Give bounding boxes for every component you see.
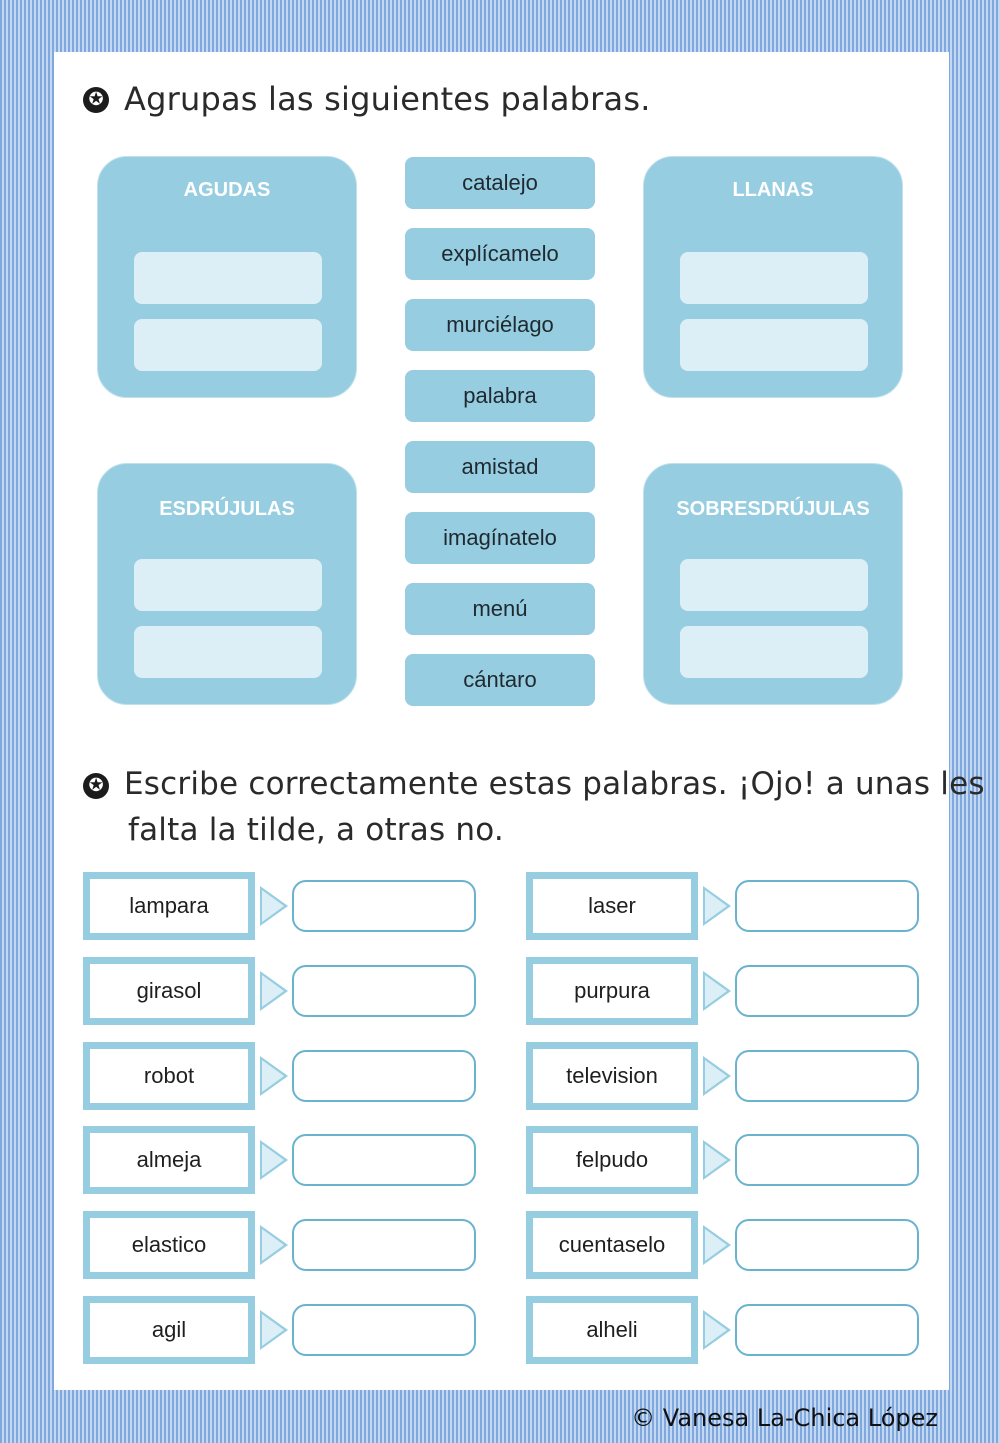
section2-instruction-line1: Escribe correctamente estas palabras. ¡Ojo! a unas les [124, 766, 985, 802]
answer-input[interactable] [292, 1304, 476, 1356]
misspelled-word: robot [83, 1042, 255, 1110]
copyright-credit: © Vanesa La-Chica López [631, 1404, 938, 1432]
drop-slot[interactable] [134, 252, 322, 304]
misspelled-word: elastico [83, 1211, 255, 1279]
triangle-arrow-icon [703, 1310, 731, 1350]
answer-input[interactable] [735, 1219, 919, 1271]
word-chip[interactable]: catalejo [405, 157, 595, 209]
misspelled-word: felpudo [526, 1126, 698, 1194]
answer-input[interactable] [735, 1304, 919, 1356]
group-llanas [643, 156, 903, 398]
group-title: LLANAS [732, 179, 814, 201]
triangle-arrow-icon [703, 1056, 731, 1096]
star-bullet-icon: ✪ [83, 87, 109, 113]
drop-slot[interactable] [680, 252, 868, 304]
word-chip[interactable]: palabra [405, 370, 595, 422]
group-esdrujulas [97, 463, 357, 705]
drop-slot[interactable] [680, 626, 868, 678]
drop-slot[interactable] [134, 626, 322, 678]
word-chip[interactable]: murciélago [405, 299, 595, 351]
misspelled-word: cuentaselo [526, 1211, 698, 1279]
triangle-arrow-icon [260, 1225, 288, 1265]
answer-input[interactable] [735, 1050, 919, 1102]
misspelled-word: television [526, 1042, 698, 1110]
misspelled-word: agil [83, 1296, 255, 1364]
group-title: AGUDAS [183, 179, 271, 201]
triangle-arrow-icon [703, 971, 731, 1011]
word-chip[interactable]: imagínatelo [405, 512, 595, 564]
group-agudas [97, 156, 357, 398]
star-bullet-icon: ✪ [83, 773, 109, 799]
triangle-arrow-icon [260, 1056, 288, 1096]
misspelled-word: almeja [83, 1126, 255, 1194]
misspelled-word: lampara [83, 872, 255, 940]
answer-input[interactable] [735, 880, 919, 932]
section2-instruction-line2: falta la tilde, a otras no. [128, 812, 504, 848]
word-chip[interactable]: amistad [405, 441, 595, 493]
word-chip[interactable]: explícamelo [405, 228, 595, 280]
triangle-arrow-icon [260, 1140, 288, 1180]
triangle-arrow-icon [260, 1310, 288, 1350]
answer-input[interactable] [735, 965, 919, 1017]
triangle-arrow-icon [260, 971, 288, 1011]
misspelled-word: alheli [526, 1296, 698, 1364]
group-title: SOBRESDRÚJULAS [676, 498, 870, 520]
answer-input[interactable] [292, 1134, 476, 1186]
group-title: ESDRÚJULAS [159, 498, 295, 520]
answer-input[interactable] [292, 1219, 476, 1271]
misspelled-word: girasol [83, 957, 255, 1025]
drop-slot[interactable] [680, 319, 868, 371]
word-chip[interactable]: cántaro [405, 654, 595, 706]
triangle-arrow-icon [703, 1140, 731, 1180]
triangle-arrow-icon [703, 1225, 731, 1265]
answer-input[interactable] [292, 965, 476, 1017]
drop-slot[interactable] [134, 559, 322, 611]
group-sobresdrujulas [643, 463, 903, 705]
answer-input[interactable] [292, 1050, 476, 1102]
drop-slot[interactable] [680, 559, 868, 611]
answer-input[interactable] [735, 1134, 919, 1186]
misspelled-word: purpura [526, 957, 698, 1025]
word-chip[interactable]: menú [405, 583, 595, 635]
section1-instruction: Agrupas las siguientes palabras. [124, 80, 651, 118]
answer-input[interactable] [292, 880, 476, 932]
triangle-arrow-icon [703, 886, 731, 926]
misspelled-word: laser [526, 872, 698, 940]
drop-slot[interactable] [134, 319, 322, 371]
triangle-arrow-icon [260, 886, 288, 926]
